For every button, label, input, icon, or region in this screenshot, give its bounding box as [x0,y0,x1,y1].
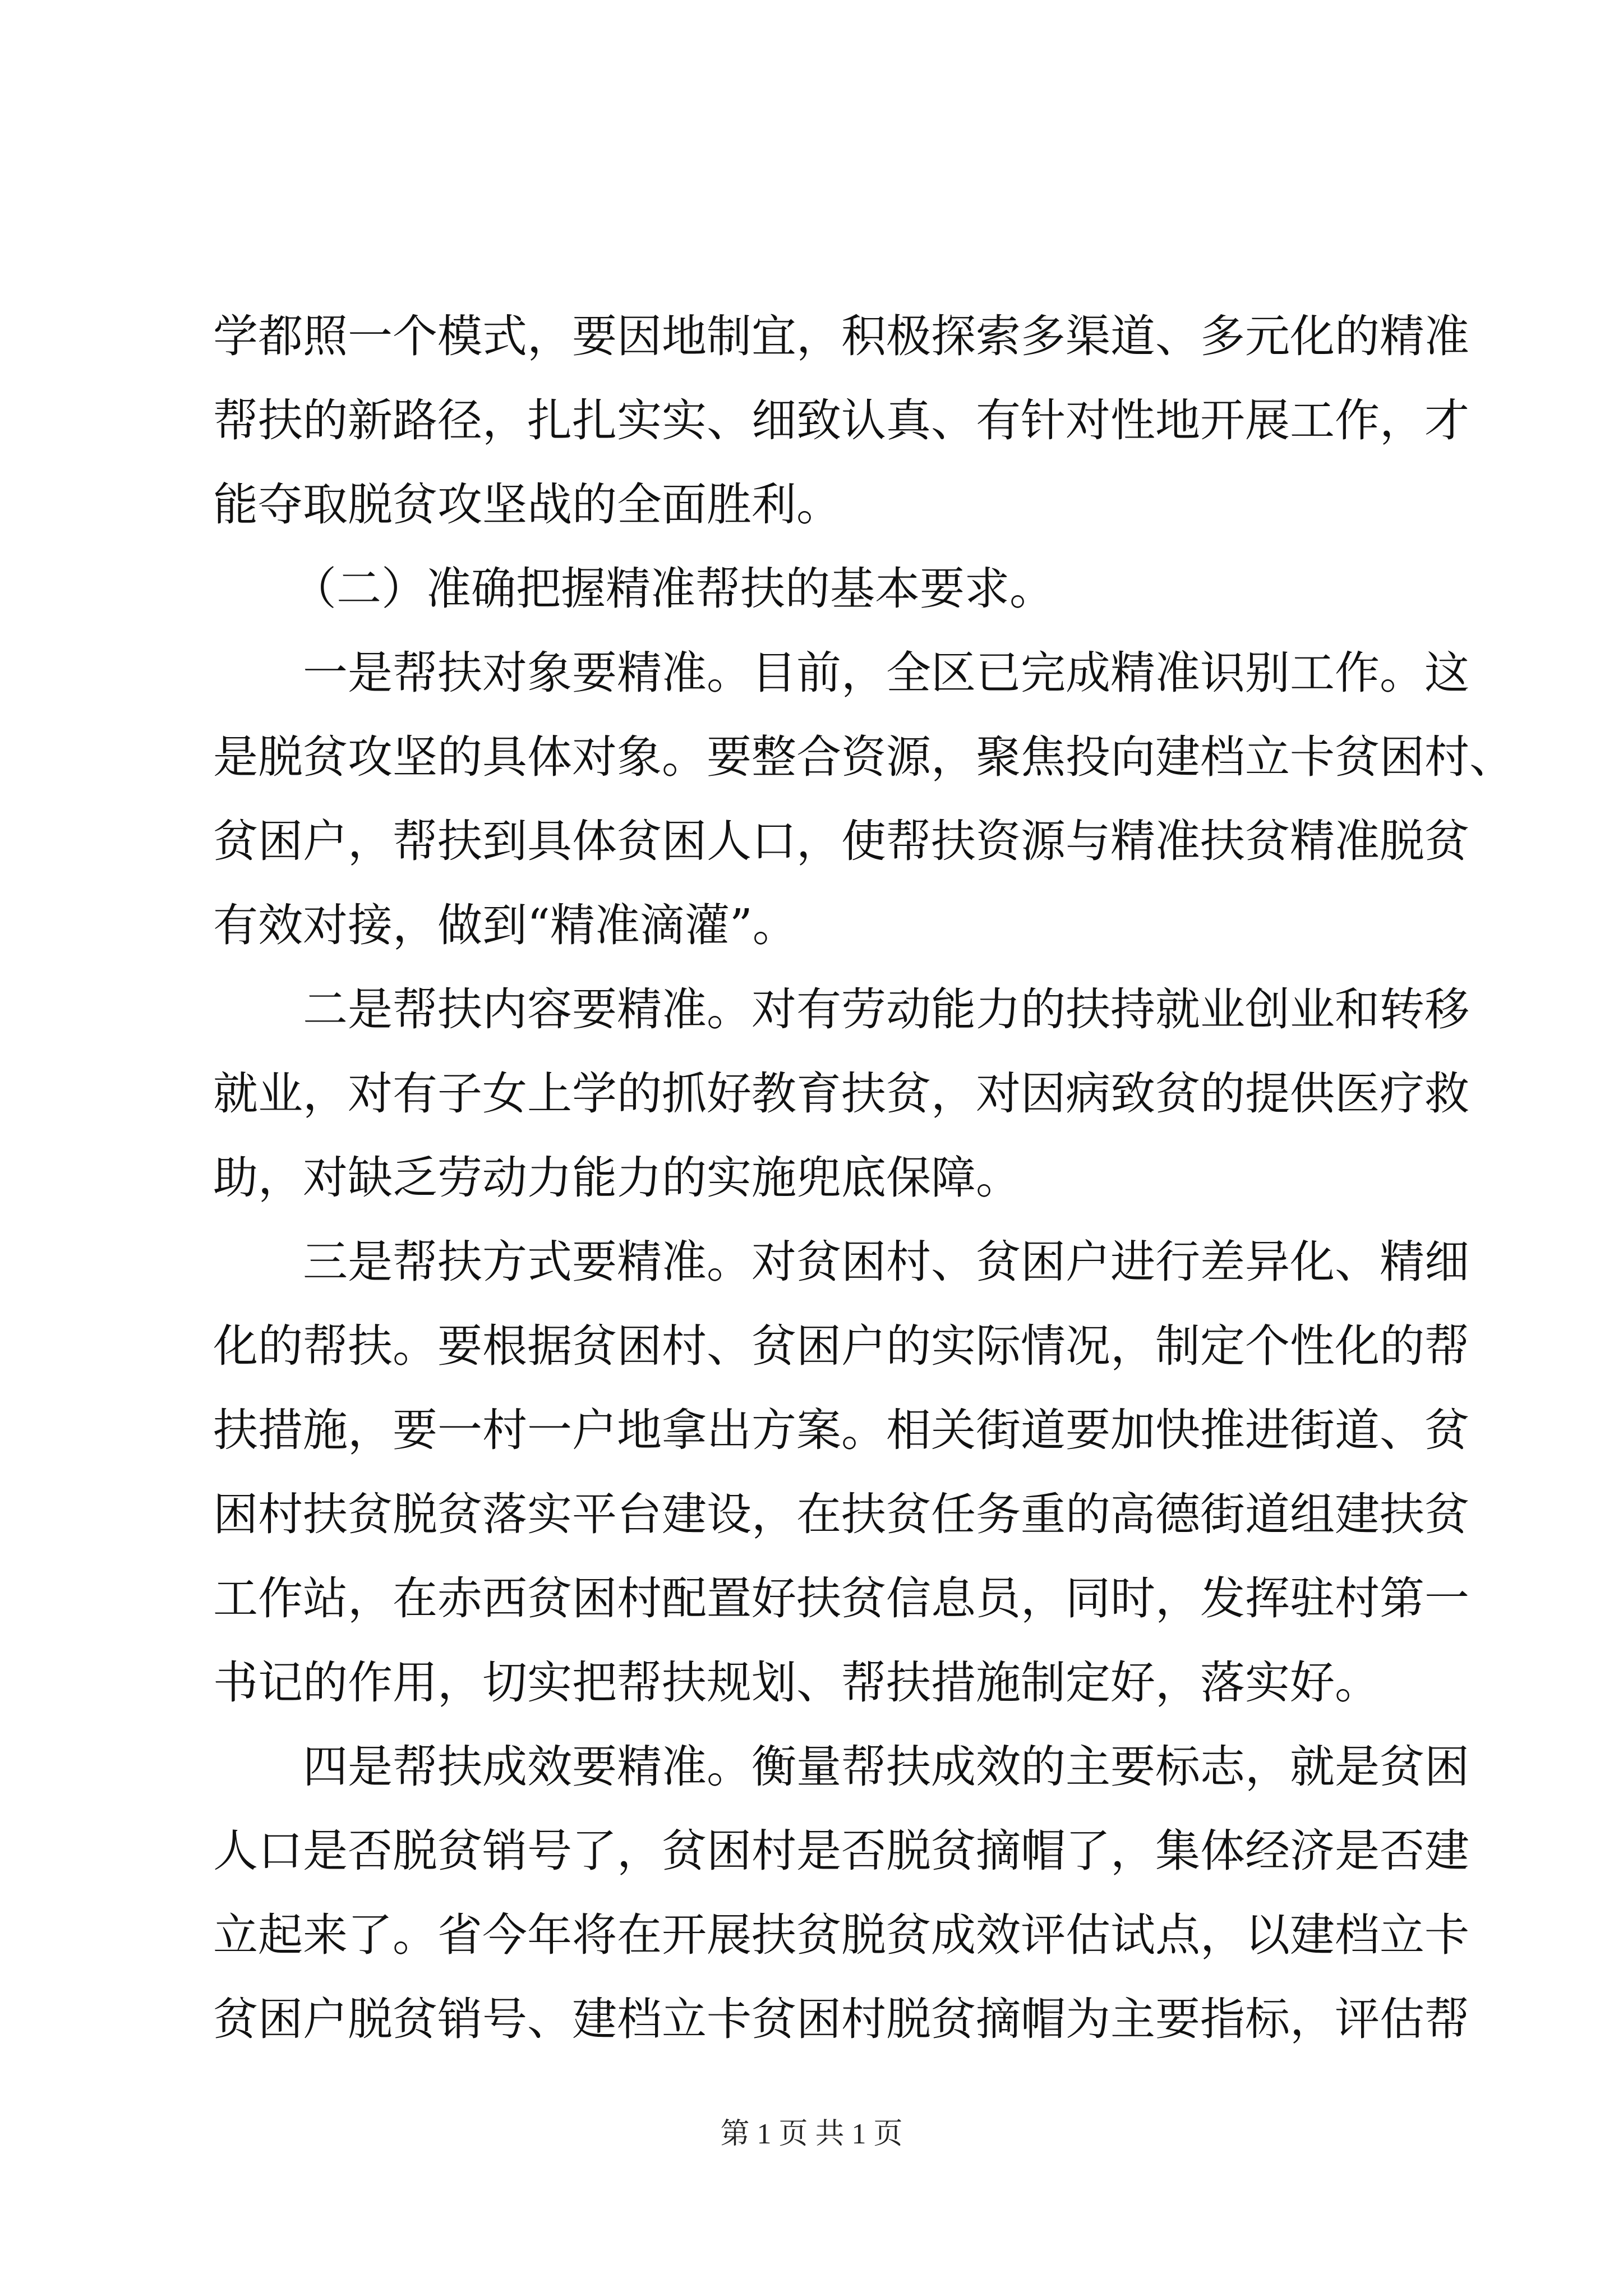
line-text: 学都照一个模式，要因地制宜，积极探索多渠道、多元化的精准 [213,310,1469,362]
line-text: 扶措施，要一村一户地拿出方案。相关街道要加快推进街道、贫 [213,1404,1469,1456]
line-text: 有效对接，做到“精准滴灌”。 [213,899,797,951]
line-text: 贫困户脱贫销号、建档立卡贫困村脱贫摘帽为主要指标，评估帮 [213,1993,1469,2045]
text-line [0,724,1623,791]
text-line [0,1228,1623,1296]
line-text: 二是帮扶内容要精准。对有劳动能力的扶持就业创业和转移 [303,983,1469,1036]
text-line [0,1397,1623,1464]
line-text: 贫困户，帮扶到具体贫困人口，使帮扶资源与精准扶贫精准脱贫 [213,815,1469,867]
line-text: 一是帮扶对象要精准。目前，全区已完成精准识别工作。这 [303,647,1469,699]
text-line [0,976,1623,1043]
line-text: 困村扶贫脱贫落实平台建设，在扶贫任务重的高德街道组建扶贫 [213,1488,1469,1540]
line-text: 就业，对有子女上学的抓好教育扶贫，对因病致贫的提供医疗救 [213,1068,1469,1120]
line-text: 三是帮扶方式要精准。对贫困村、贫困户进行差异化、精细 [303,1236,1469,1288]
line-text: 能夺取脱贫攻坚战的全面胜利。 [213,478,841,531]
line-text: 书记的作用，切实把帮扶规划、帮扶措施制定好，落实好。 [213,1657,1380,1709]
line-text: 是脱贫攻坚的具体对象。要整合资源，聚焦投向建档立卡贫困村、 [213,731,1514,783]
text-line [0,639,1623,707]
text-line [0,303,1623,370]
line-text: 四是帮扶成效要精准。衡量帮扶成效的主要标志，就是贫困 [303,1741,1469,1793]
text-line [0,1313,1623,1380]
line-text: 化的帮扶。要根据贫困村、贫困户的实际情况，制定个性化的帮 [213,1320,1469,1372]
text-line [0,1902,1623,1969]
text-line [0,1144,1623,1212]
line-text: 工作站，在赤西贫困村配置好扶贫信息员，同时，发挥驻村第一 [213,1572,1469,1625]
text-line [0,1565,1623,1632]
text-line [0,1818,1623,1885]
text-line [0,471,1623,539]
line-text: 立起来了。省今年将在开展扶贫脱贫成效评估试点，以建档立卡 [213,1909,1469,1961]
text-line [0,387,1623,454]
line-text: 助，对缺乏劳动力能力的实施兜底保障。 [213,1152,1021,1204]
text-line [0,1649,1623,1717]
line-text: 帮扶的新路径，扎扎实实、细致认真、有针对性地开展工作，才 [213,394,1469,447]
line-text: 人口是否脱贫销号了，贫困村是否脱贫摘帽了，集体经济是否建 [213,1825,1469,1877]
text-line [0,808,1623,875]
section-heading [0,555,1623,623]
text-line [0,1733,1623,1801]
text-line [0,892,1623,959]
text-line [0,1481,1623,1548]
heading-text: （二）准确把握精准帮扶的基本要求。 [292,563,1054,615]
text-line [0,1986,1623,2053]
page-footer: 第 1 页 共 1 页 [720,2118,903,2150]
text-line [0,1060,1623,1128]
